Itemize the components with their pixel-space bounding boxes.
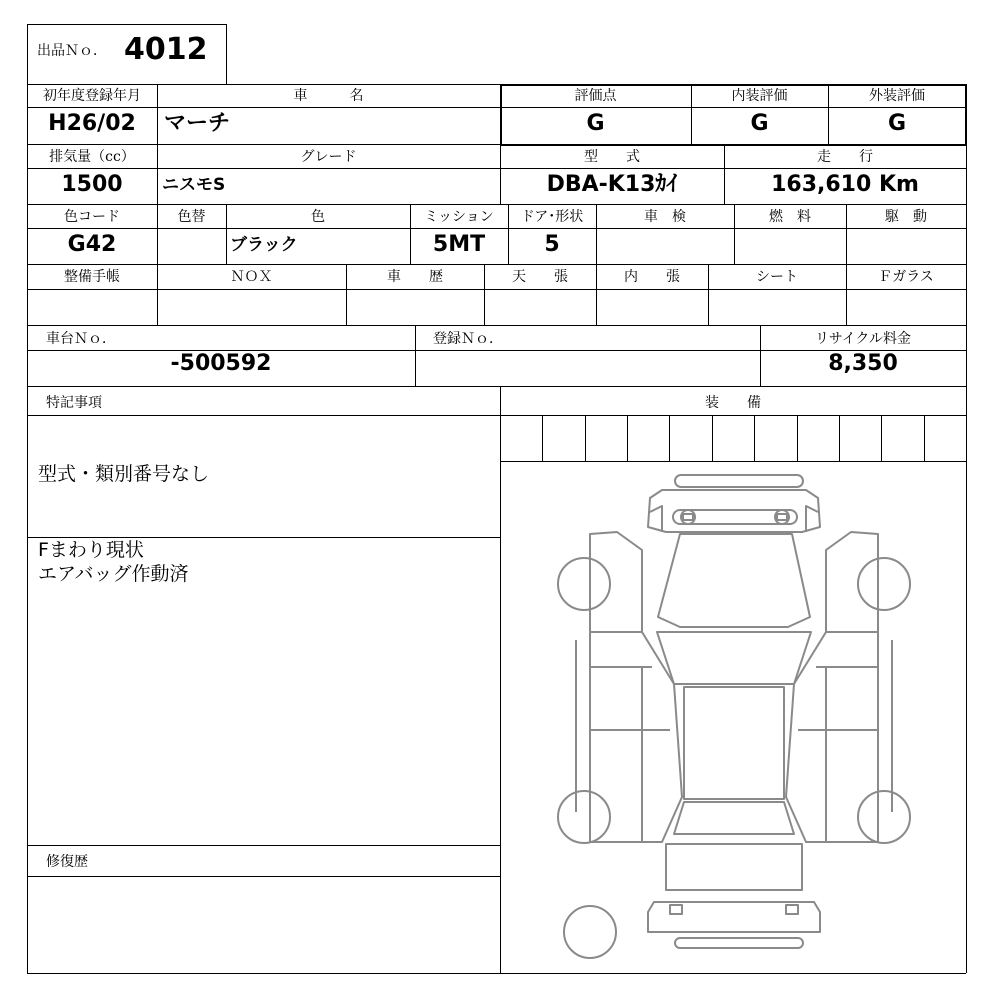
model-value: DBA-K13ｶｲ: [546, 172, 678, 197]
car-name-label: 車 名: [293, 88, 364, 104]
maintenance-record-label: 整備手帳: [64, 269, 120, 285]
grade-value: ニスモS: [162, 175, 226, 195]
color-value: ブラック: [230, 235, 298, 255]
equipment-box-divider: [542, 415, 543, 461]
mission-label: ミッション: [424, 209, 494, 225]
color-code-value: G42: [67, 232, 117, 257]
chassis-number-label: 車台Ｎｏ．: [46, 331, 116, 347]
equipment-box-divider: [585, 415, 586, 461]
equipment-box-divider: [924, 415, 925, 461]
grade-label: グレード: [300, 149, 357, 165]
seat-label: シート: [756, 269, 798, 285]
front-bumper-top: [675, 475, 803, 487]
front-right-fender: [826, 532, 878, 632]
model-label: 型 式: [584, 149, 640, 165]
lot-number-label: 出品Ｎｏ．: [37, 43, 107, 59]
repaint-label: 色替: [177, 209, 206, 225]
windshield: [657, 632, 811, 684]
repair-history-label: 修復歴: [46, 854, 88, 870]
front-glass-label: Ｆガラス: [878, 269, 934, 285]
drive-label: 駆 動: [885, 209, 927, 225]
equipment-box-divider: [881, 415, 882, 461]
roof: [684, 687, 784, 799]
exterior-score-value: G: [887, 111, 907, 136]
rear-left-wheel: [558, 791, 610, 843]
vehicle-history-label: 車 歴: [387, 269, 443, 285]
front-left-wheel: [558, 558, 610, 610]
nox-label: ＮＯＸ: [230, 269, 273, 285]
equipment-box-divider: [669, 415, 670, 461]
car-name-value: マーチ: [164, 111, 231, 136]
notes-label: 特記事項: [46, 395, 102, 411]
lot-number-value: 4012: [124, 32, 208, 67]
inspection-label: 車 検: [644, 209, 686, 225]
interior-trim-label: 内 張: [624, 269, 680, 285]
notes-line-2: Fまわり現状 エアバッグ作動済: [38, 539, 189, 585]
interior-score-label: 内装評価: [731, 88, 788, 104]
exterior-score-label: 外装評価: [869, 88, 925, 104]
equipment-label: 装 備: [705, 395, 761, 411]
rear-window: [674, 802, 794, 834]
equipment-box-divider: [797, 415, 798, 461]
fuel-label: 燃 料: [769, 209, 811, 225]
door-label: ドア･形状: [520, 209, 584, 225]
registration-number-label: 登録Ｎｏ．: [433, 331, 503, 347]
hood: [658, 534, 810, 627]
front-right-wheel: [858, 558, 910, 610]
roof-lining-label: 天 張: [512, 269, 568, 285]
rear-hatch: [666, 844, 802, 890]
equipment-box-divider: [627, 415, 628, 461]
equipment-box-divider: [839, 415, 840, 461]
first-registration-label: 初年度登録年月: [43, 88, 141, 104]
rear-right-wheel: [858, 791, 910, 843]
spare-wheel: [564, 906, 616, 958]
color-code-label: 色コード: [64, 209, 120, 225]
mission-value: 5MT: [432, 232, 486, 257]
chassis-number-value: -500592: [170, 351, 272, 376]
interior-score-value: G: [750, 111, 769, 136]
notes-line-1: 型式・類別番号なし: [38, 463, 210, 485]
displacement-label: 排気量（cc）: [49, 149, 135, 165]
first-registration-value: H26/02: [48, 111, 136, 136]
equipment-box-divider: [712, 415, 713, 461]
front-left-fender: [590, 532, 642, 632]
mileage-label: 走 行: [817, 149, 873, 165]
door-value: 5: [544, 232, 560, 257]
recycle-fee-value: 8,350: [828, 351, 898, 376]
score-label: 評価点: [574, 88, 617, 104]
color-label: 色: [311, 209, 325, 225]
displacement-value: 1500: [61, 172, 123, 197]
recycle-fee-label: リサイクル料金: [814, 331, 912, 347]
rear-bumper: [648, 902, 820, 932]
car-diagram: [502, 462, 966, 972]
equipment-box-divider: [754, 415, 755, 461]
rear-bumper-bottom: [675, 938, 803, 948]
score-value: G: [586, 111, 605, 136]
mileage-value: 163,610 Km: [771, 172, 919, 197]
